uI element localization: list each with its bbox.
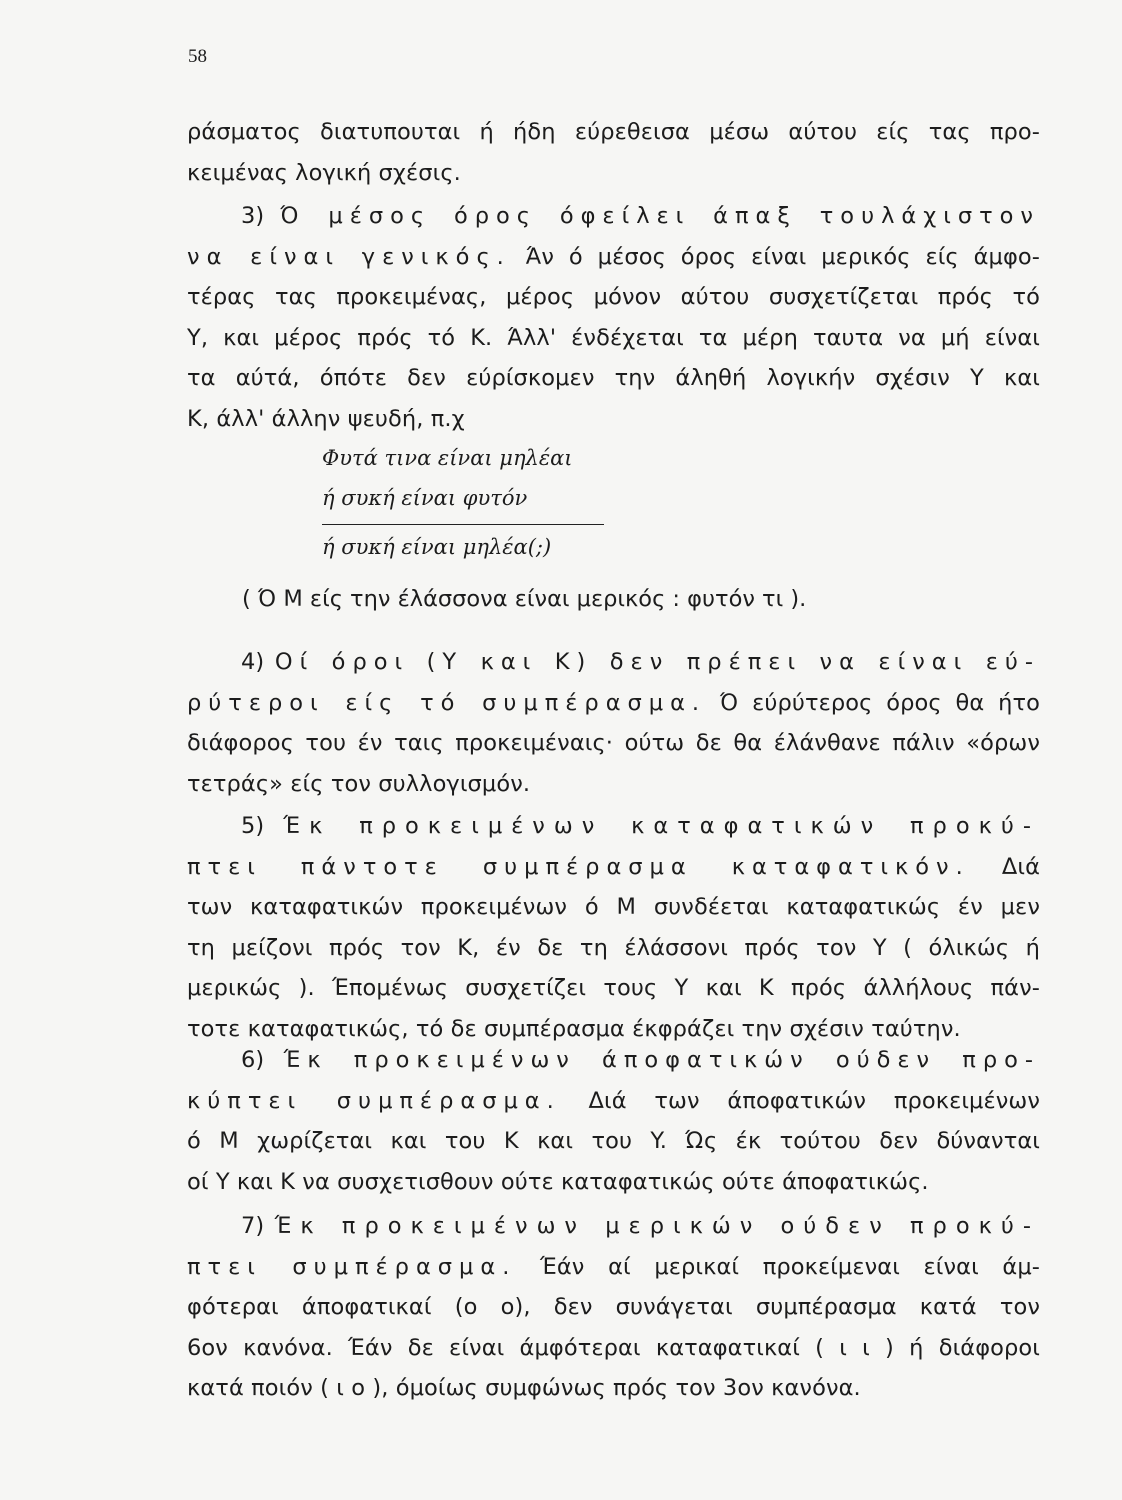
rule-heading: ρύτεροι είς τό συμπέρασμα. [187,689,707,716]
text-line: Y, και μέρος πρός τό K. Άλλ' ένδέχεται τα μέρη ταυτα να μή είναι [187,324,1040,351]
rule-6 [187,1040,1040,1202]
rule-heading-line [187,237,1040,278]
rule-heading: πτει συμπέρασμα. [187,1253,517,1280]
text-line: κειμένας λογική σχέσις. [187,159,461,186]
rule-3 [187,196,1040,439]
text-line: τέρας τας προκειμένας, μέρος μόνον αύτου συσχετίζεται πρός τό [187,284,1040,310]
rule-text: Διά των άποφατικών προκειμένων [560,1087,1041,1114]
text-line: των καταφατικών προκειμένων ό Μ συνδέεται καταφατικώς έν μεν [187,894,1040,920]
page-number: 58 [188,46,207,67]
rule-heading-line [187,196,1040,237]
rule-heading: Ό μέσος όρος όφείλει άπαξ τουλάχιστον [280,203,1040,229]
rule-heading-line [187,806,1040,847]
rule-number: 5) [241,813,284,839]
rule-text: Ό εύρύτερος όρος θα ήτο [706,689,1040,716]
syllogism-note: ( Ό Μ είς την έλάσσονα είναι μερικός : φυτόν τι ). [242,586,807,612]
rule-text: Διά [969,853,1040,880]
rule-number: 7) [241,1213,275,1239]
rule-heading: Οί όροι (Y και K) δεν πρέπει να είναι εύ- [274,649,1040,675]
rule-heading: Έκ προκειμένων μερικών ούδεν προκύ- [274,1213,1040,1239]
paragraph-continuation [187,112,1040,193]
rule-heading: Έκ προκειμένων άποφατικών ούδεν προ- [283,1047,1040,1073]
text-line: τοτε καταφατικώς, τό δε συμπέρασμα έκφράζει την σχέσιν ταύτην. [187,1015,961,1042]
rule-heading: πτει πάντοτε συμπέρασμα καταφατικόν. [187,853,970,880]
rule-4 [187,642,1040,804]
rule-heading-line [187,847,1040,888]
rule-heading-line [187,1206,1040,1247]
text-line: K, άλλ' άλλην ψευδή, π.χ [187,405,465,432]
text-line: φότεραι άποφατικαί (o o), δεν συνάγεται συμπέρασμα κατά τον [187,1294,1040,1320]
rule-5 [187,806,1040,1049]
rule-heading: κύπτει συμπέρασμα. [187,1087,561,1114]
rule-number: 4) [241,649,275,675]
rule-heading-line [187,1081,1040,1122]
text-line: τη μείζονι πρός τον K, έν δε τη έλάσσονι πρός τον Y ( όλικώς ή [187,934,1040,961]
major-premise: Φυτά τινα είναι μηλέαι [322,446,573,470]
rule-heading: να είναι γενικός. [187,243,511,270]
rule-heading-line [187,683,1040,724]
text-line: κατά ποιόν ( ι o ), όμοίως συμφώνως πρός τον 3ον κανόνα. [187,1375,861,1401]
rule-text: Άν ό μέσος όρος είναι μερικός είς άμφο- [510,243,1040,270]
text-line: τετράς» είς τον συλλογισμόν. [187,770,531,797]
text-line: τα αύτά, όπότε δεν εύρίσκομεν την άληθή λογικήν σχέσιν Y και [187,365,1040,391]
rule-heading-line [187,1040,1040,1081]
text-line: 6ον κανόνα. Έάν δε είναι άμφότεραι καταφατικαί ( ι ι ) ή διάφοροι [187,1334,1040,1361]
rule-heading-line [187,1247,1040,1288]
text-line: οί Y και K να συσχετισθουν ούτε καταφατικώς ούτε άποφατικώς. [187,1168,929,1195]
text-line: ράσματος διατυπουται ή ήδη εύρεθεισα μέσω αύτου είς τας προ- [187,119,1040,145]
rule-7 [187,1206,1040,1409]
minor-premise: ή συκή είναι φυτόν [322,486,528,510]
syllogism-example [322,438,604,567]
rule-number: 3) [241,203,281,229]
rule-heading-line [187,642,1040,683]
conclusion: ή συκή είναι μηλέα(;) [322,535,552,559]
text-line: μερικώς ). Έπομένως συσχετίζει τους Y και K πρός άλλήλους πάν- [187,975,1040,1001]
rule-heading: Έκ προκειμένων καταφατικών προκύ- [283,813,1041,839]
rule-number: 6) [241,1047,284,1073]
conclusion-rule [322,524,604,525]
text-line: διάφορος του έν ταις προκειμέναις· ούτω δε θα έλάνθανε πάλιν «όρων [187,730,1040,756]
text-line: ό Μ χωρίζεται και του K και του Y. Ώς έκ τούτου δεν δύνανται [187,1128,1040,1154]
rule-text: Έάν αί μερικαί προκείμεναι είναι άμ- [516,1253,1040,1280]
